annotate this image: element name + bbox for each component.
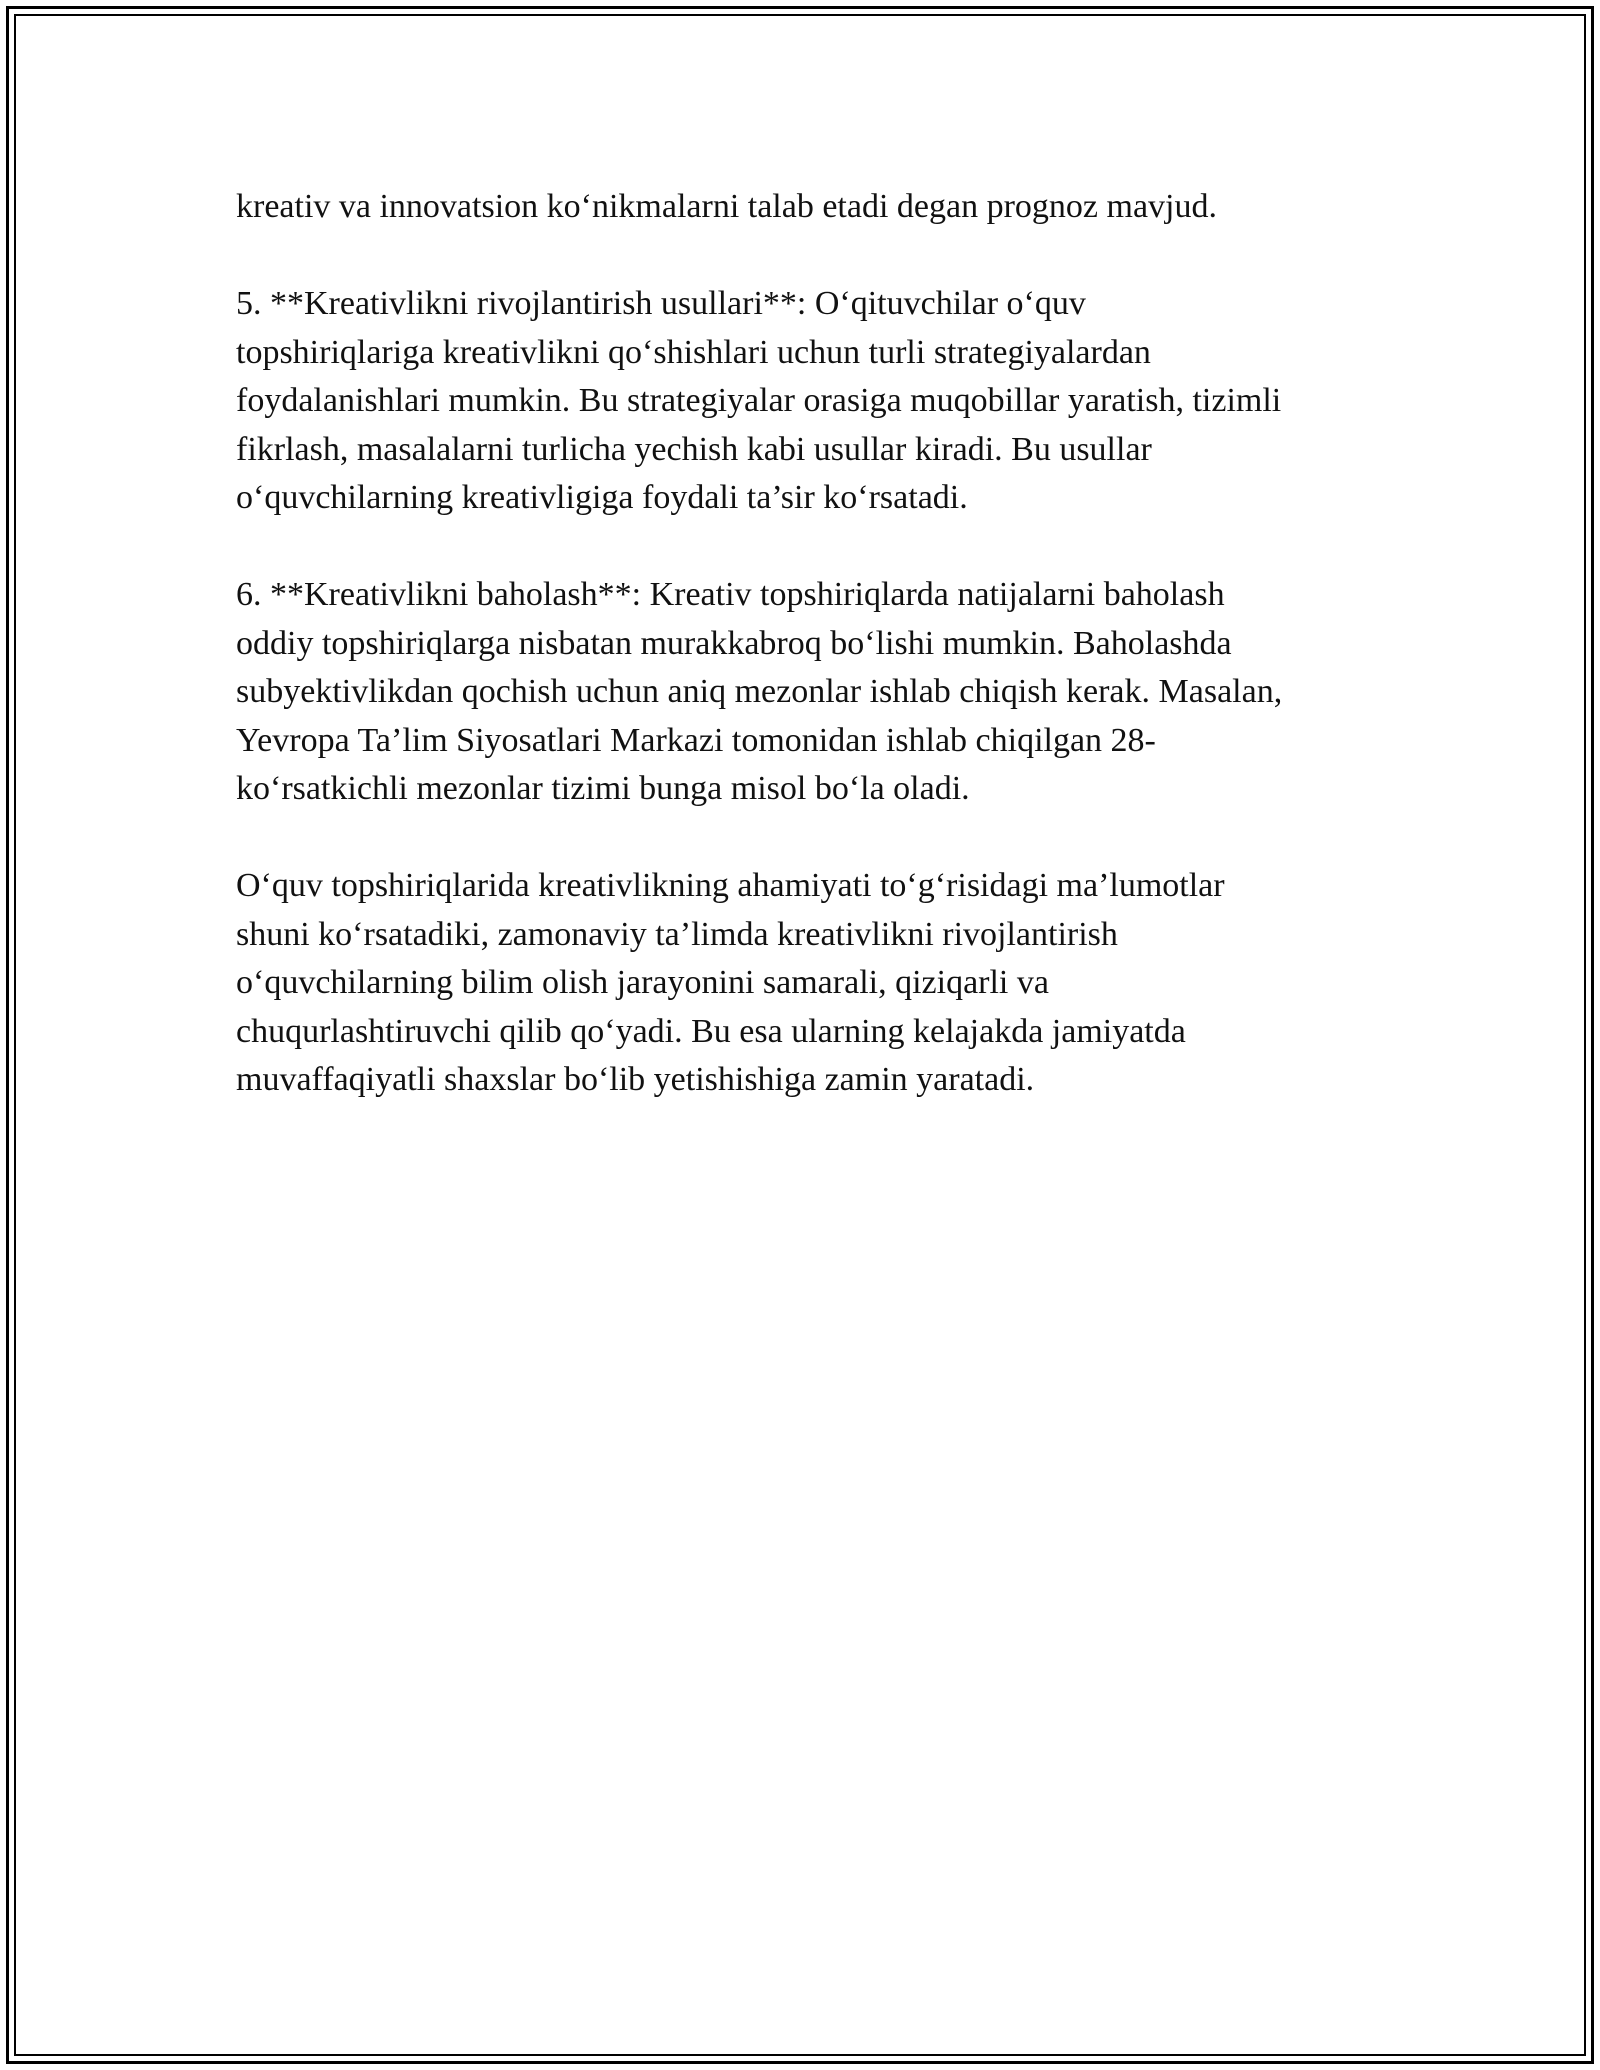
paragraph-conclusion: O‘quv topshiriqlarida kreativlikning ahamiyati to‘g‘risidagi ma’lumotlar shuni ko‘rsatadiki, zamonaviy ta’limda kreativlikni rivojlantirish o‘quvchilarning bilim olish jarayonini samarali, qiziqarli va chuqurlashtiruvchi qilib qo‘yadi. Bu esa ularning kelajakda jamiyatda muvaffaqiyatli shaxslar bo‘lib yetishishiga zamin yaratadi. (236, 867, 1225, 1098)
paragraph-continuation: kreativ va innovatsion ko‘nikmalarni talab etadi degan prognoz mavjud. (236, 188, 1217, 225)
paragraph-creativity-assessment: 6. **Kreativlikni baholash**: Kreativ topshiriqlarda natijalarni baholash oddiy topshiriqlarga nisbatan murakkabroq bo‘lishi mumkin. Baholashda subyektivlikdan qochish uchun aniq mezonlar ishlab chiqish kerak. Masalan, Yevropa Ta’lim Siyosatlari Markazi tomonidan ishlab chiqilgan 28- ko‘rsatkichli mezonlar tizimi bunga misol bo‘la oladi. (236, 576, 1283, 807)
paragraph-creativity-methods: 5. **Kreativlikni rivojlantirish usullari**: O‘qituvchilar o‘quv topshiriqlariga kreativlikni qo‘shishlari uchun turli strategiyalardan foydalanishlari mumkin. Bu strategiyalar orasiga muqobillar yaratish, tizimli fikrlash, masalalarni turlicha yechish kabi usullar kiradi. Bu usullar o‘quvchilarning kreativligiga foydali ta’sir ko‘rsatadi. (236, 285, 1282, 516)
document-body (236, 183, 1386, 1153)
